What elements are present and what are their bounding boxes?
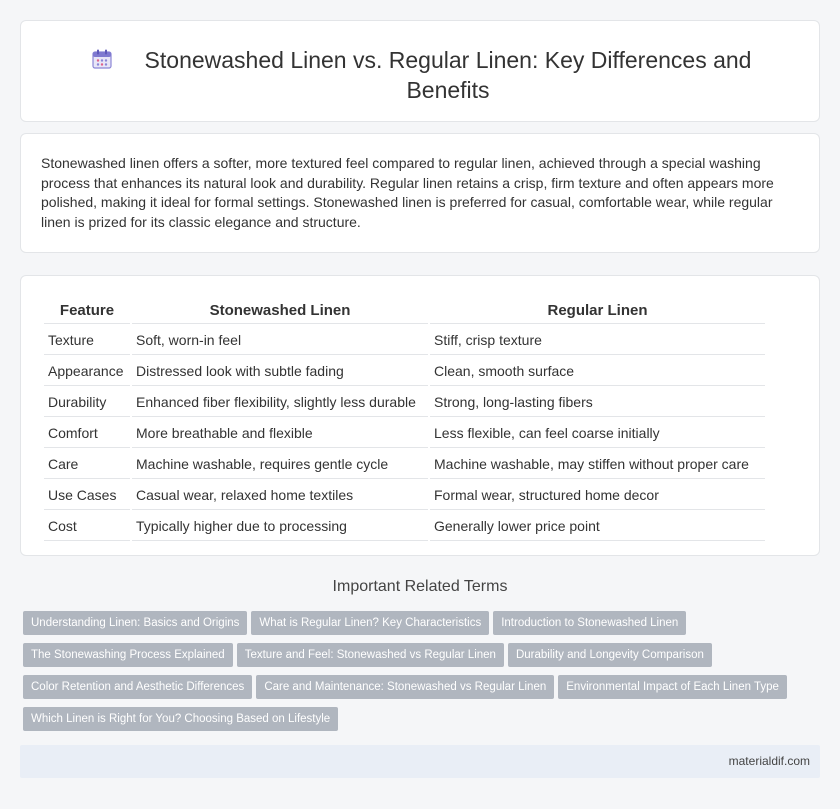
cell-regular: Machine washable, may stiffen without proper care	[430, 450, 765, 479]
cell-feature: Use Cases	[44, 481, 130, 510]
related-tags	[23, 611, 823, 739]
title-card	[20, 20, 820, 122]
related-tag[interactable]: Introduction to Stonewashed Linen	[493, 611, 686, 635]
footer-site-link[interactable]: materialdif.com	[728, 754, 810, 768]
cell-stonewashed: More breathable and flexible	[132, 419, 428, 448]
cell-stonewashed: Typically higher due to processing	[132, 512, 428, 541]
cell-regular: Formal wear, structured home decor	[430, 481, 765, 510]
related-tag[interactable]: Color Retention and Aesthetic Differences	[23, 675, 252, 699]
related-tag[interactable]: What is Regular Linen? Key Characteristics	[251, 611, 489, 635]
table-row	[44, 326, 765, 355]
table-row	[44, 357, 765, 386]
related-tag[interactable]: Environmental Impact of Each Linen Type	[558, 675, 787, 699]
cell-regular: Stiff, crisp texture	[430, 326, 765, 355]
comparison-table	[42, 296, 767, 543]
header-stonewashed: Stonewashed Linen	[132, 298, 428, 324]
related-tag[interactable]: Texture and Feel: Stonewashed vs Regular Linen	[237, 643, 504, 667]
cell-feature: Appearance	[44, 357, 130, 386]
related-tag[interactable]: Which Linen is Right for You? Choosing Based on Lifestyle	[23, 707, 338, 731]
cell-stonewashed: Machine washable, requires gentle cycle	[132, 450, 428, 479]
header-feature: Feature	[44, 298, 130, 324]
page-title: Stonewashed Linen vs. Regular Linen: Key Differences and Benefits	[144, 47, 752, 103]
table-row	[44, 419, 765, 448]
cell-feature: Texture	[44, 326, 130, 355]
cell-feature: Care	[44, 450, 130, 479]
table-row	[44, 388, 765, 417]
related-tag[interactable]: Understanding Linen: Basics and Origins	[23, 611, 247, 635]
table-row	[44, 512, 765, 541]
related-tag[interactable]: Durability and Longevity Comparison	[508, 643, 712, 667]
footer	[20, 745, 820, 778]
cell-stonewashed: Distressed look with subtle fading	[132, 357, 428, 386]
table-row	[44, 481, 765, 510]
title-wrap	[81, 45, 779, 105]
cell-regular: Less flexible, can feel coarse initially	[430, 419, 765, 448]
cell-feature: Cost	[44, 512, 130, 541]
comparison-card	[20, 275, 820, 556]
cell-feature: Durability	[44, 388, 130, 417]
related-tag[interactable]: The Stonewashing Process Explained	[23, 643, 233, 667]
intro-paragraph: Stonewashed linen offers a softer, more textured feel compared to regular linen, achieved through a special washing process that enhances its natural look and durability. Regular linen retains a crisp, firm texture and often appears more polished, making it ideal for formal settings. Stonewashed linen is preferred for casual, comfortable wear, while regular linen is prized for its classic elegance and structure.	[41, 155, 774, 230]
intro-card	[20, 133, 820, 253]
cell-stonewashed: Soft, worn-in feel	[132, 326, 428, 355]
related-tag[interactable]: Care and Maintenance: Stonewashed vs Regular Linen	[256, 675, 554, 699]
cell-stonewashed: Enhanced fiber flexibility, slightly less durable	[132, 388, 428, 417]
cell-feature: Comfort	[44, 419, 130, 448]
header-regular: Regular Linen	[430, 298, 765, 324]
cell-regular: Generally lower price point	[430, 512, 765, 541]
table-row	[44, 450, 765, 479]
cell-regular: Strong, long-lasting fibers	[430, 388, 765, 417]
related-terms-heading: Important Related Terms	[332, 578, 508, 595]
cell-stonewashed: Casual wear, relaxed home textiles	[132, 481, 428, 510]
cell-regular: Clean, smooth surface	[430, 357, 765, 386]
table-header-row	[44, 298, 765, 324]
